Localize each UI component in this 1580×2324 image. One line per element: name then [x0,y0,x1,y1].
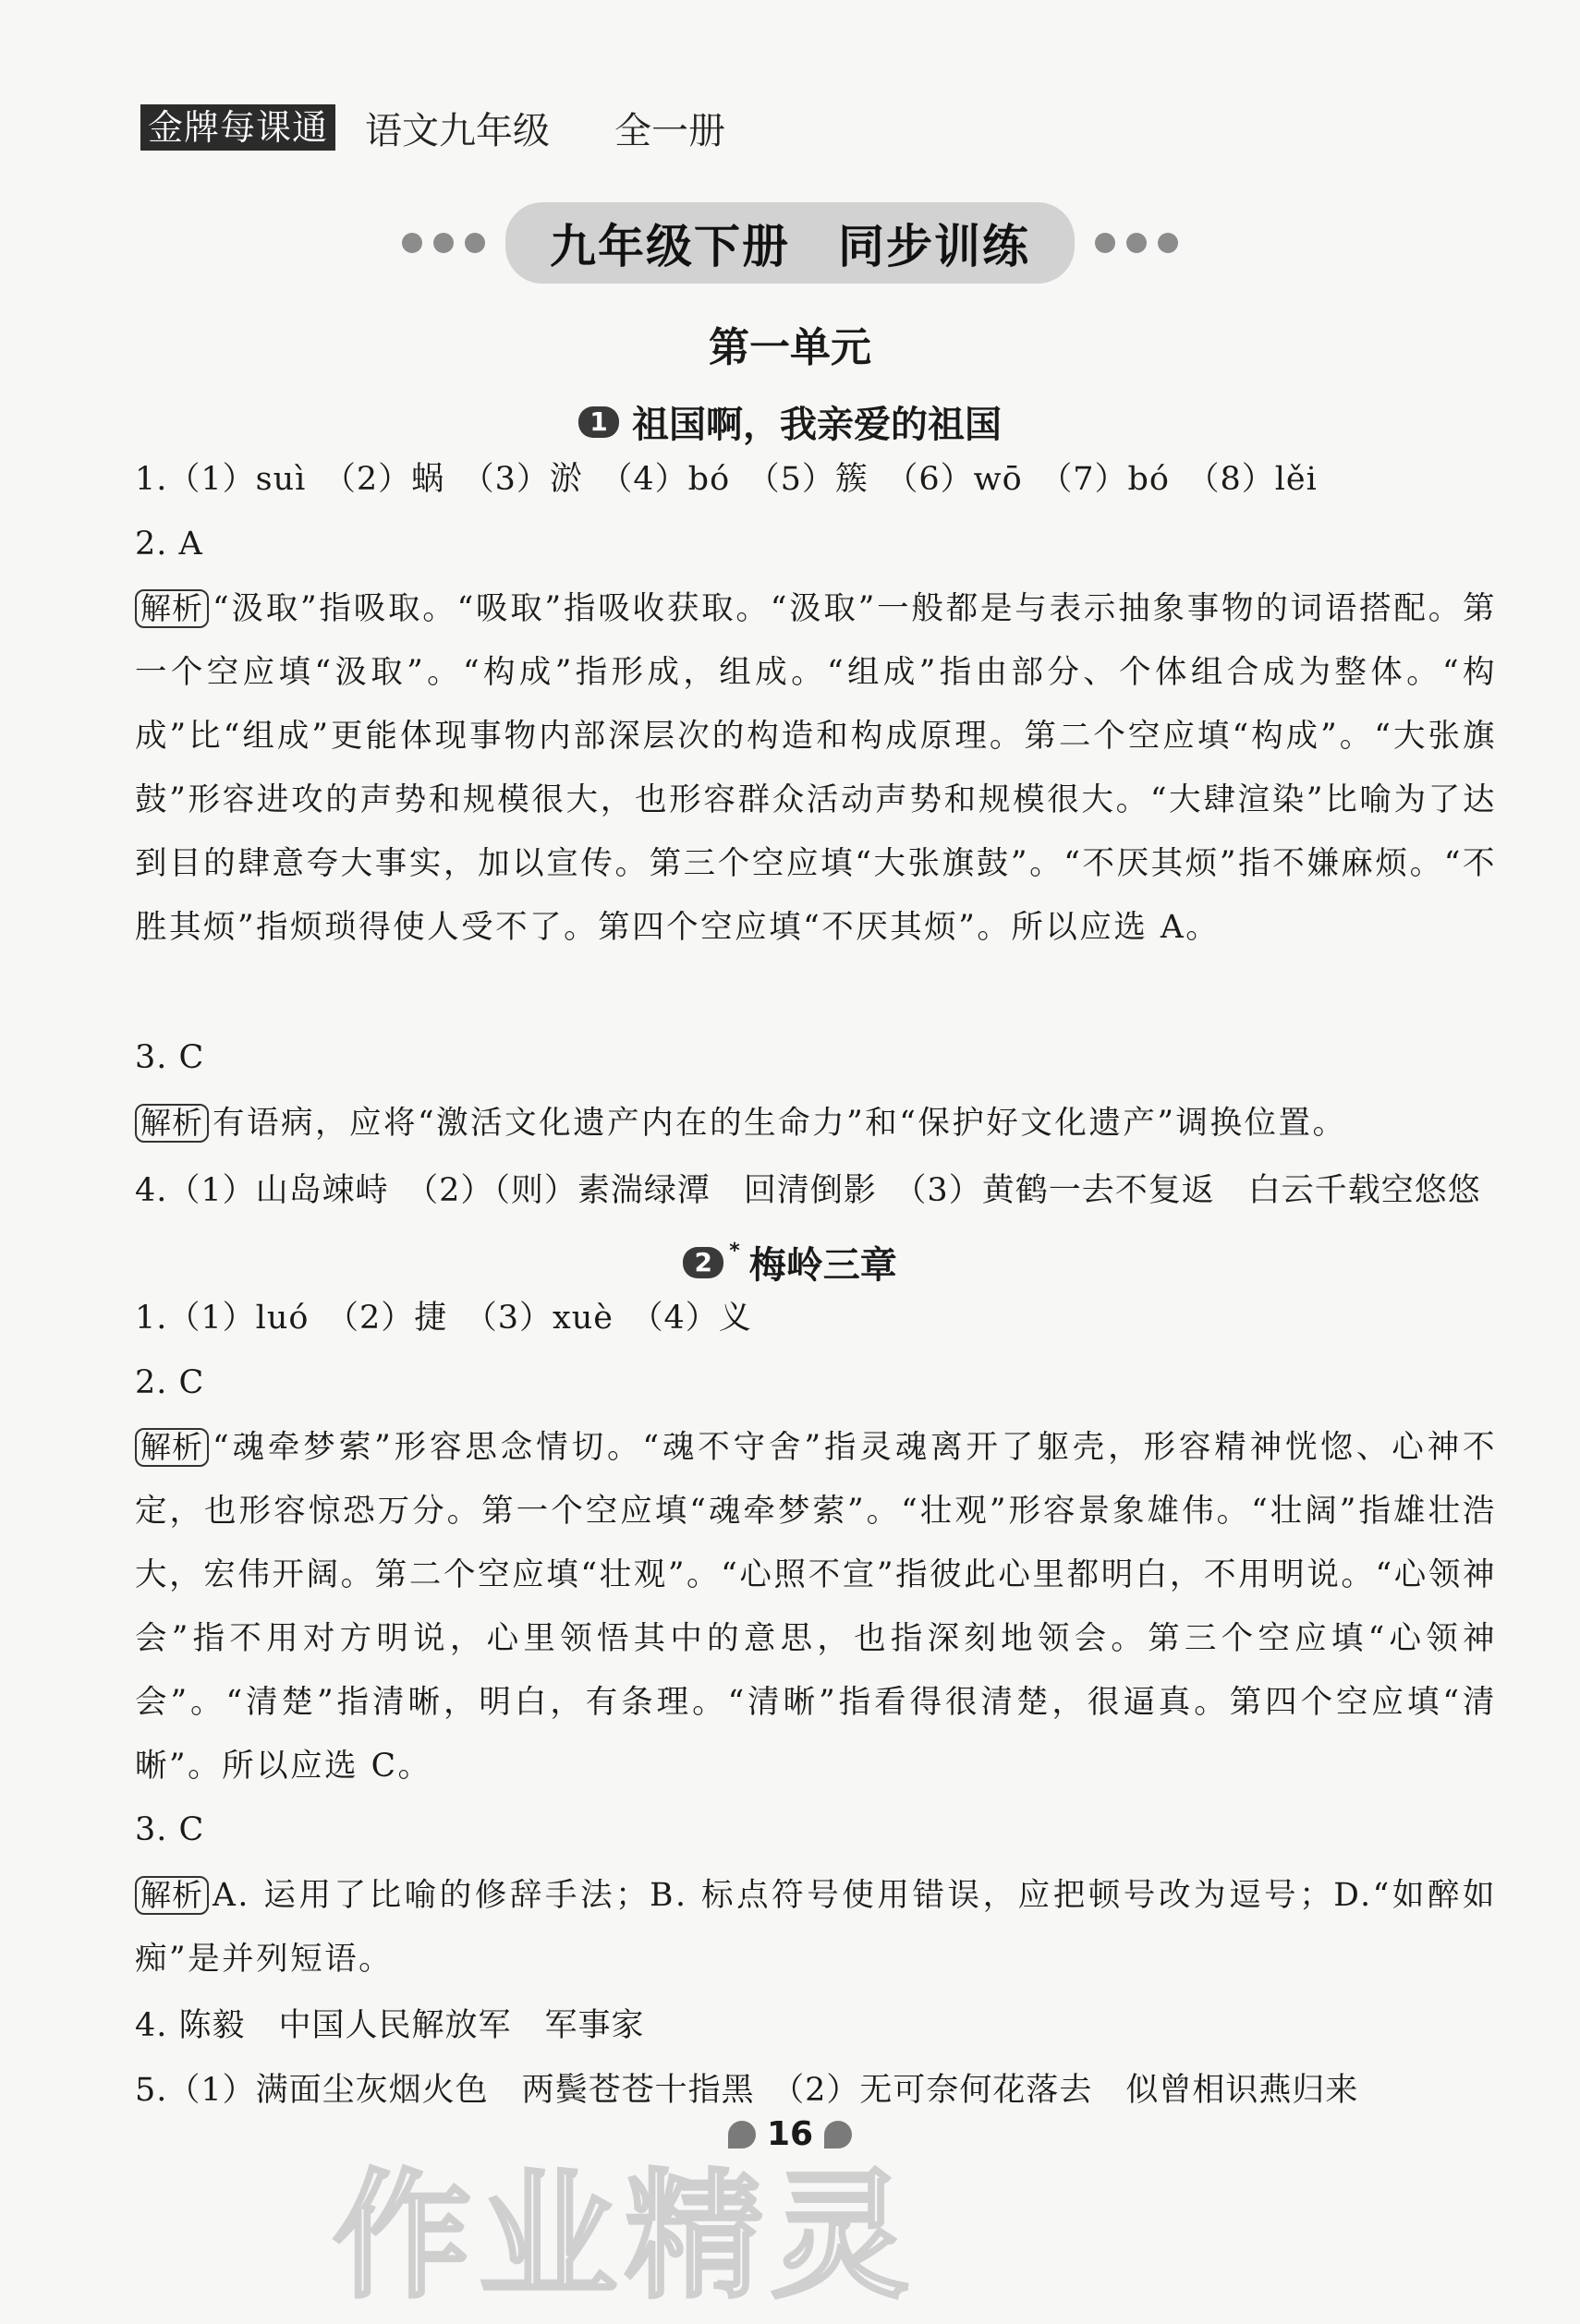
page-header [140,103,725,151]
page-number: 16 [766,2115,814,2153]
lesson-title-text: 梅岭三章 [748,1244,897,1287]
l2-q2-explanation [135,1416,1497,1798]
unit-title: 第一单元 [709,324,871,371]
l1-q3-explanation [135,1092,1497,1156]
l2-q3-explanation [135,1864,1497,1991]
lesson-1-title [0,395,1580,448]
lesson-number-badge: 2 [683,1247,723,1278]
lesson-title-text: 祖国啊，我亲爱的祖国 [632,404,1002,446]
explanation-text: “汲取”指吸取。“吸取”指吸收获取。“汲取”一般都是与表示抽象事物的词语搭配。第一个空应填“汲取”。“构成”指形成，组成。“组成”指由部分、个体组合成为整体。“构成”比“组成”更能体现事物内部深层次的构造和构成原理。第二个空应填“构成”。“大张旗鼓”形容进攻的声势和规模很大，也形容群众活动声势和规模很大。“大肆渲染”比喻为了达到目的肆意夸大事实，加以宣传。第三个空应填“大张旗鼓”。“不厌其烦”指不嫌麻烦。“不胜其烦”指烦琐得使人受不了。第四个空应填“不厌其烦”。所以应选 A。 [135,590,1497,946]
decor-dots-right [1095,233,1178,253]
l2-q2-answer: 2. C [135,1364,205,1401]
l1-q1-answer: 1.（1）suì （2）蜗 （3）淤 （4）bó （5）簇 （6）wō （7）bó （8）lěi [135,461,1318,498]
l2-q3-answer: 3. C [135,1811,205,1848]
explanation-text: “魂牵梦萦”形容思念情切。“魂不守舍”指灵魂离开了躯壳，形容精神恍惚、心神不定，也形容惊恐万分。第一个空应填“魂牵梦萦”。“壮观”形容景象雄伟。“壮阔”指雄壮浩大，宏伟开阔。第二个空应填“壮观”。“心照不宣”指彼此心里都明白，不用明说。“心领神会”指不用对方明说，心里领悟其中的意思，也指深刻地领会。第三个空应填“心领神会”。“清楚”指清晰，明白，有条理。“清晰”指看得很清楚，很逼真。第四个空应填“清晰”。所以应选 C。 [135,1429,1497,1785]
section-banner [0,201,1580,284]
l1-q4-answer: 4.（1）山岛竦峙 （2）（则）素湍绿潭 回清倒影 （3）黄鹤一去不复返 白云千载空悠悠 [135,1172,1481,1209]
watermark-text: 作业精灵 [333,2157,918,2318]
explanation-text: 有语病，应将“激活文化遗产内在的生命力”和“保护好文化遗产”调换位置。 [213,1105,1347,1142]
decor-dots-left [402,233,485,253]
l1-q3-answer: 3. C [135,1039,205,1076]
l2-q1-answer: 1.（1）luó （2）捷 （3）xuè （4）义 [135,1300,752,1337]
banner-title: 九年级下册 同步训练 [505,202,1075,284]
explanation-text: A. 运用了比喻的修辞手法；B. 标点符号使用错误，应把顿号改为逗号；D.“如醉如痴”是并列短语。 [135,1877,1497,1978]
brand-label: 金牌每课通 [140,104,335,151]
l2-q4-answer: 4. 陈毅 中国人民解放军 军事家 [135,2007,645,2044]
analysis-tag: 解析 [135,589,209,628]
lesson-number-badge: 1 [578,406,619,438]
l1-q2-explanation [135,577,1497,960]
analysis-tag: 解析 [135,1428,209,1467]
lesson-2-title [0,1236,1580,1289]
l1-q2-answer: 2. A [135,526,203,563]
volume-label: 全一册 [614,109,726,152]
l2-q5-answer: 5.（1）满面尘灰烟火色 两鬓苍苍十指黑 （2）无可奈何花落去 似曾相识燕归来 [135,2072,1359,2109]
analysis-tag: 解析 [135,1876,209,1915]
optional-star: * [729,1240,740,1263]
subject-label: 语文九年级 [365,109,551,152]
analysis-tag: 解析 [135,1104,209,1143]
